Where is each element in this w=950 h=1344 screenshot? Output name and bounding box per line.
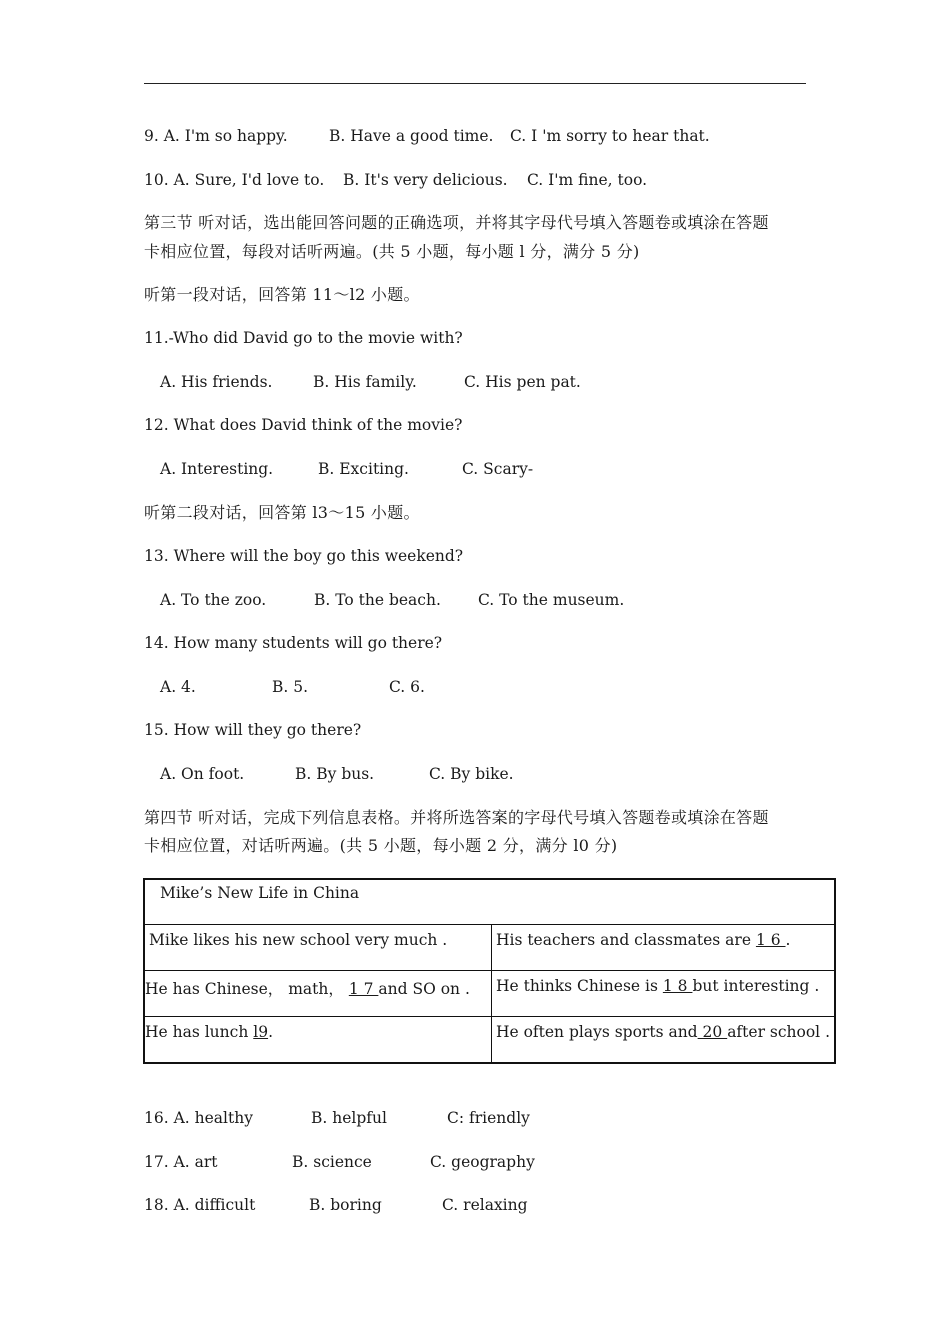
q17-option-a: 17. A. art — [144, 1153, 218, 1171]
table-row — [144, 971, 835, 1017]
cell-text: and SO on . — [378, 980, 470, 998]
blank-16: 1 6 — [755, 931, 786, 949]
q10-option-a: 10. A. Sure, I'd love to. — [144, 171, 325, 189]
q11-option-a: A. His friends. — [160, 373, 273, 391]
q10-option-c: C. I'm fine, too. — [527, 171, 648, 189]
q14-option-c: C. 6. — [389, 678, 425, 696]
cell-text: He has Chinese， math， — [145, 980, 349, 998]
q17-option-c: C. geography — [430, 1153, 535, 1171]
q18-option-a: 18. A. difficult — [144, 1196, 256, 1214]
cell-text: but interesting . — [692, 977, 820, 995]
q11-option-b: B. His family. — [313, 373, 417, 391]
table-cell-r1-left: Mike likes his new school very much . — [144, 925, 491, 971]
section4-instruction-line2: 卡相应位置，对话听两遍。(共 5 小题，每小题 2 分，满分 l0 分) — [144, 836, 618, 855]
q14-option-b: B. 5. — [272, 678, 309, 696]
q12-option-a: A. Interesting. — [160, 460, 274, 478]
header-rule — [144, 83, 806, 84]
q16-option-c: C: friendly — [447, 1109, 530, 1127]
table-cell-r2-right — [491, 971, 835, 1017]
table-row — [144, 1017, 835, 1064]
cell-text: . — [785, 931, 791, 949]
q15-question: 15. How will they go there? — [144, 721, 362, 739]
blank-20: 20 — [697, 1023, 728, 1041]
section3-instruction-line1: 第三节 听对话，选出能回答问题的正确选项，并将其字母代号填入答题卷或填涂在答题 — [144, 213, 769, 232]
table-cell-r2-left — [144, 971, 491, 1017]
q13-option-a: A. To the zoo. — [160, 591, 267, 609]
cell-text: He often plays sports and — [495, 1023, 698, 1041]
q13-question: 13. Where will the boy go this weekend? — [144, 547, 464, 565]
q9-option-b: B. Have a good time. — [329, 127, 494, 145]
q11-option-c: C. His pen pat. — [464, 373, 581, 391]
section4-instruction-line1: 第四节 听对话，完成下列信息表格。并将所选答案的字母代号填入答题卷或填涂在答题 — [144, 808, 769, 827]
q15-option-b: B. By bus. — [295, 765, 375, 783]
q15-option-c: C. By bike. — [429, 765, 514, 783]
table-title-row — [144, 879, 835, 925]
table-cell-r3-left — [144, 1017, 491, 1064]
q13-option-c: C. To the museum. — [478, 591, 625, 609]
q9-option-c: C. I 'm sorry to hear that. — [510, 127, 710, 145]
q12-option-b: B. Exciting. — [318, 460, 409, 478]
q9-option-a: 9. A. I'm so happy. — [144, 127, 288, 145]
q14-option-a: A. 4. — [160, 678, 196, 696]
blank-17: 1 7 — [348, 980, 379, 998]
cell-text: He has lunch — [145, 1023, 254, 1041]
q16-option-a: 16. A. healthy — [144, 1109, 253, 1127]
q15-option-a: A. On foot. — [160, 765, 245, 783]
dialog2-intro: 听第二段对话，回答第 l3～15 小题。 — [144, 503, 420, 522]
q17-option-b: B. science — [292, 1153, 372, 1171]
q11-question: 11.-Who did David go to the movie with? — [144, 329, 463, 347]
dialog1-intro: 听第一段对话，回答第 11～l2 小题。 — [144, 285, 420, 304]
cell-text: He thinks Chinese is — [495, 977, 663, 995]
blank-18: 1 8 — [662, 977, 693, 995]
q16-option-b: B. helpful — [311, 1109, 387, 1127]
q14-question: 14. How many students will go there? — [144, 634, 443, 652]
table-cell-r1-right — [491, 925, 835, 971]
q12-question: 12. What does David think of the movie? — [144, 416, 463, 434]
q10-option-b: B. It's very delicious. — [343, 171, 508, 189]
blank-19: l9 — [253, 1023, 269, 1041]
q13-option-b: B. To the beach. — [314, 591, 441, 609]
table-cell-r3-right — [491, 1017, 835, 1064]
section3-instruction-line2: 卡相应位置，每段对话听两遍。(共 5 小题，每小题 l 分，满分 5 分) — [144, 242, 640, 261]
cell-text: after school . — [727, 1023, 830, 1041]
q12-option-c: C. Scary- — [462, 460, 534, 478]
cell-text: . — [268, 1023, 274, 1041]
info-table — [143, 878, 836, 1064]
table-row — [144, 925, 835, 971]
q18-option-c: C. relaxing — [442, 1196, 528, 1214]
q18-option-b: B. boring — [309, 1196, 382, 1214]
cell-text: His teachers and classmates are — [495, 931, 756, 949]
table-title: Mike’s New Life in China — [144, 879, 835, 925]
